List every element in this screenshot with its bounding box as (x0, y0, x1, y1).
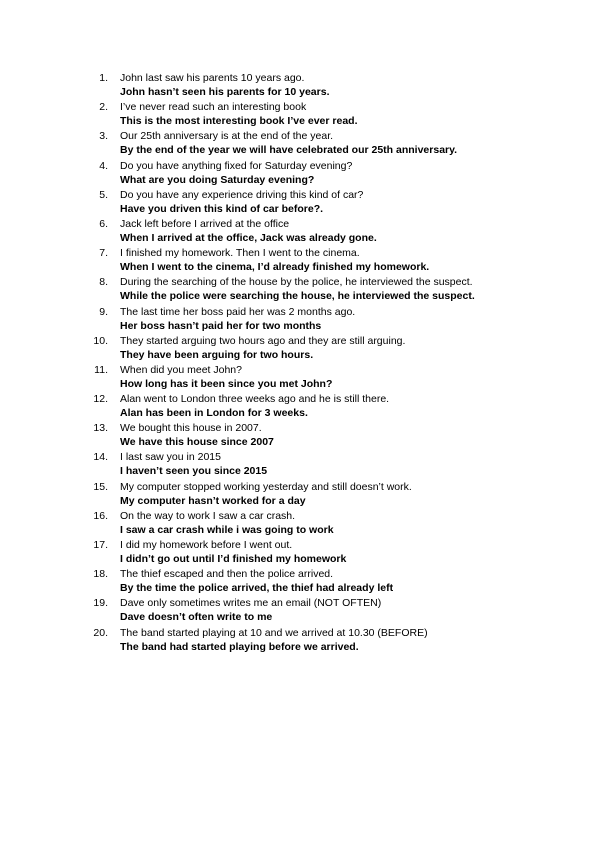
exercise-body (120, 626, 584, 655)
exercise-answer: We have this house since 2007 (120, 436, 274, 449)
exercise-number: 2. (99, 101, 108, 114)
exercise-item (84, 392, 584, 421)
number-gap (108, 480, 120, 509)
exercise-item (84, 159, 584, 188)
number-gap (108, 392, 120, 421)
exercise-item (84, 567, 584, 596)
number-gap (108, 509, 120, 538)
exercise-answer: My computer hasn’t worked for a day (120, 494, 306, 507)
exercise-item (84, 626, 584, 655)
exercise-answer: Have you driven this kind of car before?. (120, 202, 324, 215)
exercise-number: 8. (99, 276, 108, 289)
exercise-answer: By the time the police arrived, the thief had already left (120, 582, 394, 595)
number-gap (108, 159, 120, 188)
exercise-body (120, 363, 584, 392)
exercise-number: 20. (93, 626, 108, 639)
exercise-body (120, 305, 584, 334)
number-gap (108, 421, 120, 450)
exercise-item (84, 450, 584, 479)
number-gap (108, 71, 120, 100)
exercise-list (84, 71, 584, 655)
exercise-number: 18. (93, 568, 108, 581)
exercise-body (120, 392, 584, 421)
exercise-prompt: We bought this house in 2007. (120, 422, 262, 435)
exercise-answer: When I went to the cinema, I’d already finished my homework. (120, 261, 430, 274)
number-gap (108, 100, 120, 129)
exercise-body (120, 217, 584, 246)
exercise-prompt: I last saw you in 2015 (120, 451, 221, 464)
number-gap (108, 334, 120, 363)
exercise-prompt: The last time her boss paid her was 2 months ago. (120, 305, 356, 318)
exercise-item (84, 596, 584, 625)
exercise-answer: They have been arguing for two hours. (120, 348, 314, 361)
exercise-answer: Dave doesn’t often write to me (120, 611, 273, 624)
exercise-prompt: Alan went to London three weeks ago and he is still there. (120, 393, 390, 406)
exercise-prompt: The band started playing at 10 and we arrived at 10.30 (BEFORE) (120, 626, 428, 639)
number-gap (108, 567, 120, 596)
exercise-answer: Alan has been in London for 3 weeks. (120, 407, 308, 420)
number-gap (108, 538, 120, 567)
exercise-body (120, 509, 584, 538)
exercise-item (84, 538, 584, 567)
exercise-number: 17. (93, 539, 108, 551)
exercise-body (120, 188, 584, 217)
exercise-answer: John hasn’t seen his parents for 10 years. (120, 86, 330, 98)
exercise-body (120, 246, 584, 275)
exercise-prompt: When did you meet John? (120, 363, 242, 376)
exercise-body (120, 129, 584, 158)
exercise-number: 10. (93, 334, 108, 347)
number-gap (108, 129, 120, 158)
exercise-number: 9. (99, 305, 108, 318)
number-gap (108, 188, 120, 217)
exercise-prompt: Dave only sometimes writes me an email (NOT OFTEN) (120, 597, 382, 610)
exercise-answer: By the end of the year we will have celebrated our 25th anniversary. (120, 144, 458, 157)
exercise-number: 1. (99, 72, 108, 84)
exercise-number: 3. (99, 130, 108, 143)
exercise-item (84, 334, 584, 363)
exercise-prompt: Do you have any experience driving this kind of car? (120, 188, 364, 201)
exercise-answer: I saw a car crash while i was going to work (120, 523, 334, 536)
exercise-number: 11. (94, 363, 108, 376)
exercise-answer: When I arrived at the office, Jack was already gone. (120, 231, 377, 244)
exercise-number: 4. (99, 159, 108, 172)
exercise-body (120, 450, 584, 479)
exercise-answer: The band had started playing before we arrived. (120, 640, 359, 653)
exercise-prompt: I finished my homework. Then I went to the cinema. (120, 247, 360, 260)
number-gap (108, 363, 120, 392)
exercise-item (84, 363, 584, 392)
exercise-body (120, 334, 584, 363)
number-gap (108, 246, 120, 275)
exercise-prompt: The thief escaped and then the police arrived. (120, 568, 334, 581)
exercise-number: 16. (93, 509, 108, 522)
exercise-body (120, 596, 584, 625)
exercise-body (120, 159, 584, 188)
exercise-number: 12. (93, 393, 108, 406)
exercise-body (120, 480, 584, 509)
exercise-prompt: I’ve never read such an interesting book (120, 101, 307, 114)
exercise-prompt: My computer stopped working yesterday and still doesn’t work. (120, 480, 412, 493)
exercise-number: 19. (93, 597, 108, 610)
exercise-answer: This is the most interesting book I’ve ever read. (120, 115, 358, 128)
exercise-answer: I didn’t go out until I’d finished my homework (120, 553, 347, 565)
exercise-prompt: Our 25th anniversary is at the end of the year. (120, 130, 334, 143)
exercise-body (120, 100, 584, 129)
exercise-number: 14. (93, 451, 108, 464)
exercise-prompt: During the searching of the house by the police, he interviewed the suspect. (120, 276, 473, 289)
exercise-prompt: On the way to work I saw a car crash. (120, 509, 296, 522)
exercise-item (84, 100, 584, 129)
exercise-prompt: They started arguing two hours ago and they are still arguing. (120, 334, 406, 347)
exercise-number: 7. (99, 247, 108, 260)
exercise-item (84, 480, 584, 509)
exercise-body (120, 71, 584, 100)
exercise-answer: I haven’t seen you since 2015 (120, 465, 268, 478)
exercise-answer: What are you doing Saturday evening? (120, 173, 315, 186)
exercise-prompt: Do you have anything fixed for Saturday evening? (120, 159, 353, 172)
exercise-body (120, 538, 584, 567)
exercise-answer: While the police were searching the house, he interviewed the suspect. (120, 290, 475, 303)
exercise-answer: Her boss hasn’t paid her for two months (120, 319, 322, 332)
exercise-number: 15. (93, 480, 108, 493)
exercise-item (84, 275, 584, 304)
exercise-item (84, 188, 584, 217)
exercise-prompt: I did my homework before I went out. (120, 539, 293, 551)
number-gap (108, 275, 120, 304)
exercise-item (84, 71, 584, 100)
exercise-item (84, 421, 584, 450)
exercise-item (84, 509, 584, 538)
number-gap (108, 626, 120, 655)
exercise-prompt: Jack left before I arrived at the office (120, 217, 290, 230)
exercise-number: 13. (93, 422, 108, 435)
exercise-body (120, 421, 584, 450)
exercise-number: 6. (99, 217, 108, 230)
exercise-item (84, 305, 584, 334)
exercise-number: 5. (99, 188, 108, 201)
number-gap (108, 217, 120, 246)
number-gap (108, 450, 120, 479)
exercise-item (84, 129, 584, 158)
number-gap (108, 596, 120, 625)
exercise-item (84, 246, 584, 275)
exercise-item (84, 217, 584, 246)
exercise-body (120, 275, 584, 304)
exercise-answer: How long has it been since you met John? (120, 377, 333, 390)
exercise-body (120, 567, 584, 596)
exercise-prompt: John last saw his parents 10 years ago. (120, 72, 305, 84)
number-gap (108, 305, 120, 334)
